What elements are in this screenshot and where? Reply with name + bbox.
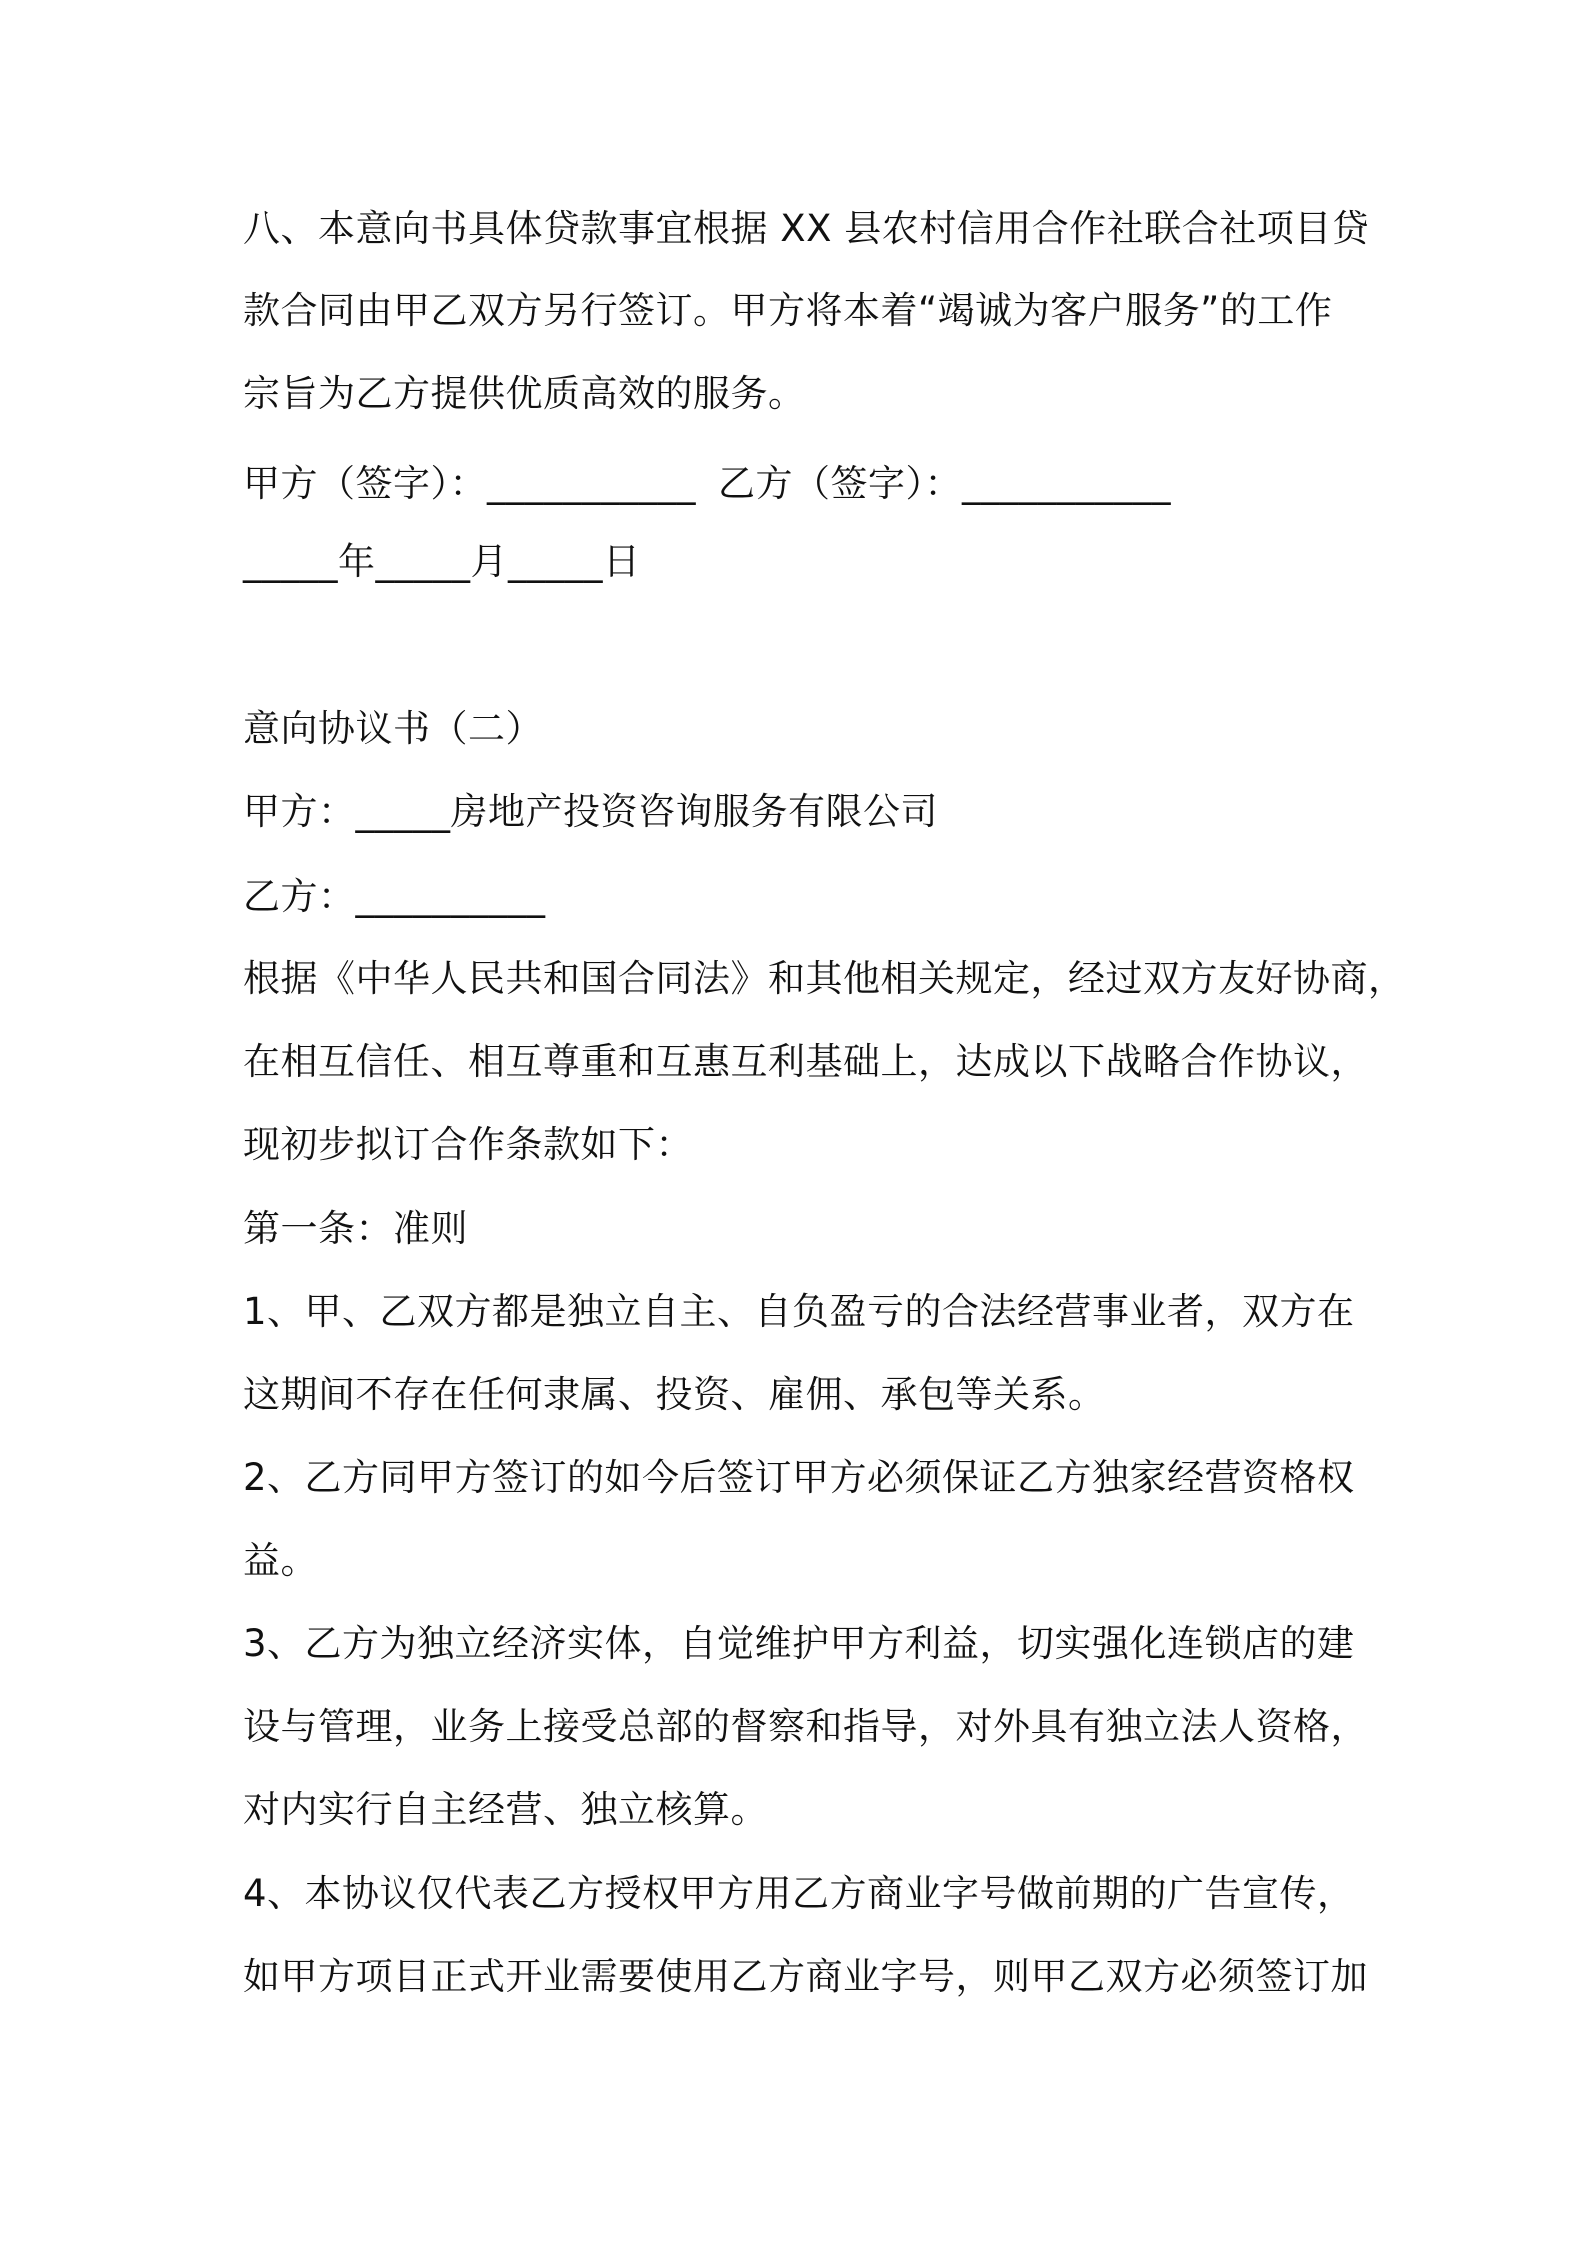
- clause-3-line-1: 3、乙方为独立经济实体，自觉维护甲方利益，切实强化连锁店的建: [243, 1622, 1355, 1665]
- clause-1-line-2: 这期间不存在任何隶属、投资、雇佣、承包等关系。: [243, 1373, 1106, 1416]
- section-8-line-3: 宗旨为乙方提供优质高效的服务。: [243, 372, 806, 415]
- clause-2-line-1: 2、乙方同甲方签订的如今后签订甲方必须保证乙方独家经营资格权: [243, 1456, 1355, 1499]
- party-b-signature: 乙方（签字）：___________: [718, 462, 1171, 505]
- party-b-line: 乙方：__________: [243, 875, 546, 918]
- clause-4-line-2: 如甲方项目正式开业需要使用乙方商业字号，则甲乙双方必须签订加: [243, 1955, 1368, 1998]
- clause-3-line-2: 设与管理，业务上接受总部的督察和指导，对外具有独立法人资格，: [243, 1705, 1368, 1748]
- date-line: _____年_____月_____日: [243, 540, 641, 583]
- signature-line: [243, 460, 1171, 508]
- party-a-signature: 甲方（签字）：___________: [243, 462, 696, 505]
- clause-2-line-2: 益。: [243, 1539, 318, 1582]
- section-8-line-1: 八、本意向书具体贷款事宜根据 XX 县农村信用合作社联合社项目贷: [243, 207, 1370, 250]
- intro-line-2: 在相互信任、相互尊重和互惠互利基础上，达成以下战略合作协议，: [243, 1040, 1368, 1083]
- agreement-title: 意向协议书（二）: [243, 707, 543, 750]
- article-1-title: 第一条：准则: [243, 1207, 468, 1250]
- clause-1-line-1: 1、甲、乙双方都是独立自主、自负盈亏的合法经营事业者，双方在: [243, 1290, 1355, 1333]
- section-8-line-2: 款合同由甲乙双方另行签订。甲方将本着“竭诚为客户服务”的工作: [243, 289, 1333, 332]
- clause-3-line-3: 对内实行自主经营、独立核算。: [243, 1788, 768, 1831]
- party-a-line: 甲方：_____房地产投资咨询服务有限公司: [243, 790, 938, 833]
- intro-line-1: 根据《中华人民共和国合同法》和其他相关规定，经过双方友好协商，: [243, 957, 1406, 1000]
- clause-4-line-1: 4、本协议仅代表乙方授权甲方用乙方商业字号做前期的广告宣传，: [243, 1872, 1355, 1915]
- intro-line-3: 现初步拟订合作条款如下：: [243, 1123, 693, 1166]
